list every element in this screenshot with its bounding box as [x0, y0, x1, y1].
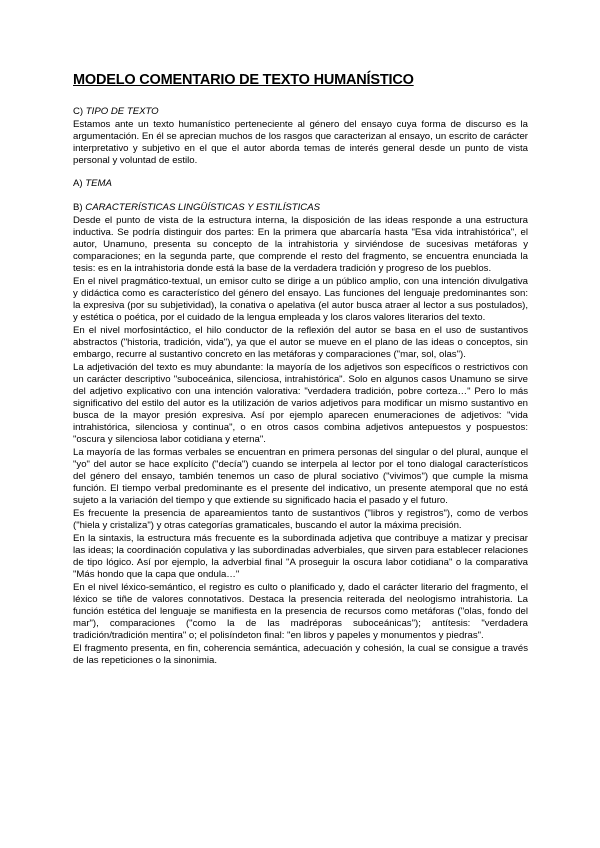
paragraph: Estamos ante un texto humanístico perteneciente al género del ensayo cuya forma de discurso es la argumentación. En él se aprecian muchos de los rasgos que caracterizan al ensayo, un escrito de carácter interpretativo y subjetivo en el que el autor aborda temas de interés general desde un punto de vista personal y voluntad de estilo. [73, 119, 528, 166]
paragraph: La adjetivación del texto es muy abundante: la mayoría de los adjetivos son específicos o restrictivos con un carácter descriptivo "suboceánica, silenciosa, intrahistórica". Solo en algunos casos Unamuno se sirve del adjetivo explicativo con una intención valorativa: "verdadera tradición, pobre corteza…" Pero lo más significativo del estilo del autor es la utilización de varios adjetivos para modificar un mismo sustantivo en busca de la mayor presión expresiva. Así por ejemplo aparecen enumeraciones de adjetivos: "vida intrahistórica, silenciosa y continua", o en otros casos combina adjetivos antepuestos y pospuestos: "oscura y silenciosa labor cotidiana y eterna". [73, 362, 528, 445]
paragraph: En el nivel pragmático-textual, un emisor culto se dirige a un público amplio, con una intención divulgativa y didáctica como es característico del género del ensayo. Las funciones del lenguaje predominantes son: la expresiva (por su subjetividad), la conativa o apelativa (el autor busca atraer al lector a sus postulados), y estética o poética, por el cuidado de la lengua empleada y los claros valores literarios del texto. [73, 276, 528, 323]
paragraph: Desde el punto de vista de la estructura interna, la disposición de las ideas responde a una estructura inductiva. Se podría distinguir dos partes: En la primera que abarcaría hasta "Esa vida intrahistórica", el autor, Unamuno, presenta su concepto de la intrahistoria y sirviéndose de sucesivas metáforas y comparaciones; en la segunda parte, que comprende el resto del fragmento, se encuentra enunciada la tesis: es en la intrahistoria donde está la base de la verdadera tradición y progreso de los pueblos. [73, 215, 528, 274]
section-heading-caracteristicas [73, 202, 528, 214]
paragraph: Es frecuente la presencia de apareamientos tanto de sustantivos ("libros y registros"), como de verbos ("hiela y cristaliza") y otras categorías gramaticales, buscando el autor la máxima precisión. [73, 508, 528, 531]
paragraph: En la sintaxis, la estructura más frecuente es la subordinada adjetiva que contribuye a matizar y precisar las ideas; la coordinación copulativa y las subordinadas adverbiales, que sirven para establecer relaciones de tipo lógico. Así por ejemplo, la adverbial final "A proseguir la oscura labor cotidiana" o la comparativa "Más hondo que la capa que ondula…" [73, 533, 528, 580]
section-title: TEMA [85, 178, 112, 189]
paragraph: El fragmento presenta, en fin, coherencia semántica, adecuación y cohesión, la cual se consigue a través de las repeticiones o la sinonimia. [73, 643, 528, 666]
section-heading-tema [73, 178, 528, 190]
paragraph: La mayoría de las formas verbales se encuentran en primera personas del singular o del plural, aunque el "yo" del autor se hace explícito ("decía") cuando se interpela al lector por el tono dialogal característicos del género del ensayo, también tenemos un caso de plural sociativo ("vivimos") que cumple la misma función. El tiempo verbal predominante es el presente del indicativo, un presente atemporal que no está sujeto a la variación del tiempo y que extiende su significado hacia el pasado y el futuro. [73, 447, 528, 506]
paragraph: En el nivel morfosintáctico, el hilo conductor de la reflexión del autor se basa en el uso de sustantivos abstractos ("historia, tradición, vida"), ya que el autor se mueve en el plano de las ideas o conceptos, sin embargo, recurre al sustantivo concreto en las metáforas y comparaciones ("mar, sol, olas"). [73, 325, 528, 360]
section-letter: B) [73, 202, 83, 213]
section-heading-tipo [73, 106, 528, 118]
paragraph: En el nivel léxico-semántico, el registro es culto o planificado y, dado el carácter literario del fragmento, el léxico se tiñe de valores connotativos. Destaca la presencia reiterada del neologismo intrahistoria. La función estética del lenguaje se manifiesta en la presencia de recursos como metáforas ("olas, fondo del mar"), comparaciones ("como la de las madréporas suboceánicas"); antítesis: "verdadera tradición/tradición mentira" o; el polisíndeton final: "en libros y papeles y monumentos y piedras". [73, 582, 528, 641]
section-title: CARACTERÍSTICAS LINGÜÍSTICAS Y ESTILÍSTICAS [85, 202, 321, 213]
section-title: TIPO DE TEXTO [85, 106, 159, 117]
section-letter: A) [73, 178, 83, 189]
section-letter: C) [73, 106, 84, 117]
document-page [73, 72, 528, 668]
document-title: MODELO COMENTARIO DE TEXTO HUMANÍSTICO [73, 72, 414, 88]
